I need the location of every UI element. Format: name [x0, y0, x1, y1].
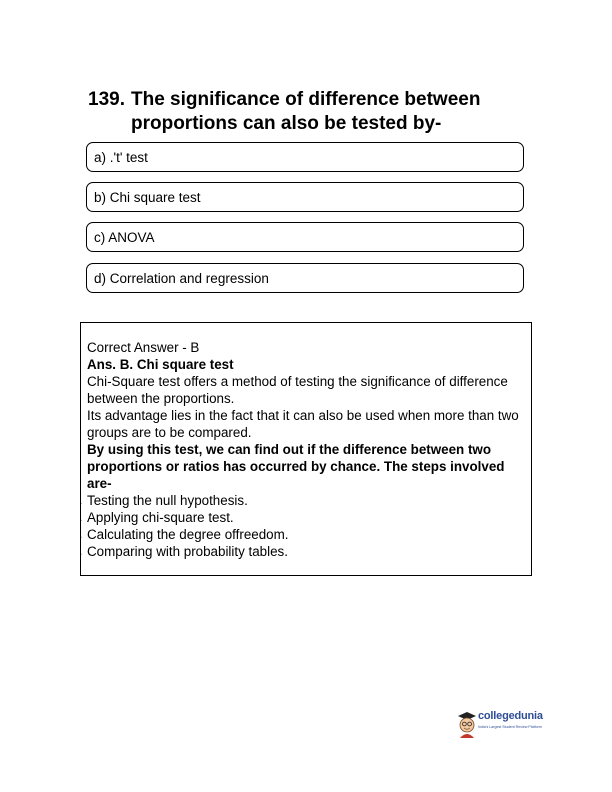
explanation-paragraph-3: By using this test, we can find out if the difference between two proportions or ratios has occurred by chance. The steps involved are-	[87, 442, 505, 491]
step-item	[79, 526, 527, 543]
step-item	[79, 543, 527, 560]
step-item	[79, 509, 527, 526]
mascot-icon	[456, 708, 478, 738]
question-heading	[88, 88, 528, 136]
step-text: Testing the null hypothesis.	[87, 493, 248, 508]
option-d[interactable]: d) Correlation and regression	[86, 263, 524, 293]
option-b[interactable]: b) Chi square test	[86, 182, 524, 212]
logo-tagline: India's Largest Student Review Platform	[478, 725, 542, 729]
bullet-dot: .	[79, 544, 83, 558]
step-text: Applying chi-square test.	[87, 510, 234, 525]
answer-heading: Ans. B. Chi square test	[87, 357, 234, 372]
bullet-dot: .	[79, 493, 83, 507]
explanation-paragraph-2: Its advantage lies in the fact that it can also be used when more than two groups are to be compared.	[87, 408, 519, 440]
collegedunia-logo	[456, 708, 566, 740]
step-text: Calculating the degree offreedom.	[87, 527, 289, 542]
bullet-dot: .	[79, 527, 83, 541]
steps-list	[79, 492, 527, 560]
logo-wordmark: collegedunia	[478, 710, 543, 722]
step-item	[79, 492, 527, 509]
option-a[interactable]: a) .'t' test	[86, 142, 524, 172]
answer-explanation-box	[80, 322, 532, 576]
question-text: The significance of difference between proportions can also be tested by-	[130, 89, 481, 134]
option-c[interactable]: c) ANOVA	[86, 222, 524, 252]
step-text: Comparing with probability tables.	[87, 544, 288, 559]
question-number: 139.	[88, 89, 125, 110]
correct-answer-line: Correct Answer - B	[87, 340, 200, 355]
bullet-dot: .	[79, 510, 83, 524]
explanation-paragraph-1: Chi-Square test offers a method of testing the significance of difference between the proportions.	[87, 374, 508, 406]
